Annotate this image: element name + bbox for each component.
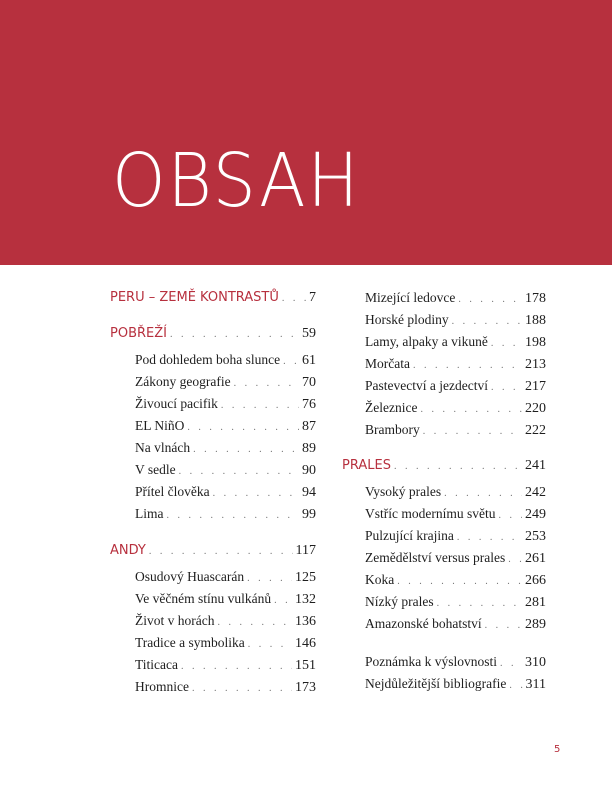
leader-dots <box>170 324 299 346</box>
entry-title: Zákony geografie <box>135 374 231 389</box>
leader-dots <box>193 439 299 461</box>
page-ref: 76 <box>302 397 316 412</box>
leader-dots <box>283 351 299 373</box>
page-ref: 89 <box>302 441 316 456</box>
header-banner <box>0 0 612 265</box>
entry-title: Pulzující krajina <box>365 528 454 543</box>
page-ref: 178 <box>525 291 546 306</box>
toc-entry[interactable] <box>340 503 546 525</box>
toc-entry[interactable] <box>110 676 316 698</box>
page-ref: 70 <box>302 375 316 390</box>
leader-dots <box>420 399 522 421</box>
toc-entry[interactable] <box>340 419 546 441</box>
entry-title: Lamy, alpaky a vikuně <box>365 334 488 349</box>
section-title: POBŘEŽÍ <box>110 326 167 341</box>
toc-entry[interactable] <box>110 503 316 525</box>
leader-dots <box>452 311 522 333</box>
toc-entry[interactable] <box>110 632 316 654</box>
toc-section-prales[interactable] <box>340 455 546 477</box>
page-ref: 136 <box>295 614 316 629</box>
leader-dots <box>437 593 522 615</box>
toc-entry[interactable] <box>110 437 316 459</box>
page-ref: 253 <box>525 529 546 544</box>
page-ref: 310 <box>525 655 546 670</box>
leader-dots <box>397 571 522 593</box>
page-ref: 266 <box>525 573 546 588</box>
entry-title: Ve věčném stínu vulkánů <box>135 591 272 606</box>
leader-dots <box>187 417 299 439</box>
page-ref: 99 <box>302 507 316 522</box>
page-ref: 151 <box>295 658 316 673</box>
page-ref: 173 <box>295 680 316 695</box>
entry-title: Osudový Huascarán <box>135 569 245 584</box>
page-ref: 249 <box>525 507 546 522</box>
leader-dots <box>458 289 522 311</box>
leader-dots <box>498 505 522 527</box>
page-ref: 188 <box>525 313 546 328</box>
entry-title: Železnice <box>365 400 418 415</box>
leader-dots <box>274 590 292 612</box>
leader-dots <box>282 288 306 310</box>
page-ref: 222 <box>525 423 546 438</box>
page-ref: 146 <box>295 636 316 651</box>
toc-entry[interactable] <box>340 569 546 591</box>
leader-dots <box>181 656 292 678</box>
toc-entry[interactable] <box>340 309 546 331</box>
entry-title: Morčata <box>365 356 410 371</box>
entry-title: Vstříc modernímu světu <box>365 506 496 521</box>
toc-entry[interactable] <box>110 588 316 610</box>
toc-entry[interactable] <box>340 331 546 353</box>
entry-title: Živoucí pacifik <box>135 396 218 411</box>
page-ref: 289 <box>525 617 546 632</box>
leader-dots <box>413 355 522 377</box>
page-ref: 217 <box>525 379 546 394</box>
section-title: ANDY <box>110 543 146 558</box>
entry-title: Na vlnách <box>135 440 191 455</box>
entry-title: Nejdůležitější bibliografie <box>365 676 507 691</box>
leader-dots <box>213 483 299 505</box>
toc-entry[interactable] <box>110 415 316 437</box>
entry-title: Pastevectví a jezdectví <box>365 378 488 393</box>
entry-title: Tradice a symbolika <box>135 635 245 650</box>
entry-title: Hromnice <box>135 679 189 694</box>
leader-dots <box>457 527 522 549</box>
leader-dots <box>491 333 522 355</box>
toc-entry[interactable] <box>340 397 546 419</box>
page-ref: 261 <box>525 551 546 566</box>
entry-title: Horské plodiny <box>365 312 449 327</box>
page-number: 5 <box>554 744 561 755</box>
leader-dots <box>423 421 522 443</box>
page-ref: 242 <box>525 485 546 500</box>
leader-dots <box>179 461 299 483</box>
toc-entry[interactable] <box>340 525 546 547</box>
leader-dots <box>508 549 522 571</box>
toc-entry[interactable] <box>110 566 316 588</box>
entry-title: Titicaca <box>135 657 178 672</box>
entry-title: Přítel člověka <box>135 484 210 499</box>
leader-dots <box>444 483 522 505</box>
page-ref: 220 <box>525 401 546 416</box>
page-ref: 241 <box>525 458 546 473</box>
toc-entry[interactable] <box>110 349 316 371</box>
entry-title: Poznámka k výslovnosti <box>365 654 497 669</box>
section-title: PERU – ZEMĚ KONTRASTŮ <box>110 290 279 305</box>
entry-title: Mizející ledovce <box>365 290 456 305</box>
entry-title: Nízký prales <box>365 594 434 609</box>
toc-section-andy[interactable] <box>110 540 316 562</box>
toc-entry[interactable] <box>340 481 546 503</box>
leader-dots <box>509 675 522 697</box>
toc-entry[interactable] <box>340 651 546 673</box>
toc-entry[interactable] <box>340 353 546 375</box>
page-ref: 125 <box>295 570 316 585</box>
toc-section-pobrezi[interactable] <box>110 323 316 345</box>
toc-entry[interactable] <box>340 375 546 397</box>
toc-entry[interactable] <box>110 610 316 632</box>
page-ref: 281 <box>525 595 546 610</box>
toc-entry[interactable] <box>340 591 546 613</box>
page-ref: 90 <box>302 463 316 478</box>
page-ref: 94 <box>302 485 316 500</box>
page-ref: 213 <box>525 357 546 372</box>
leader-dots <box>167 505 300 527</box>
entry-title: Zemědělství versus prales <box>365 550 506 565</box>
leader-dots <box>192 678 292 700</box>
page-ref: 7 <box>309 290 316 305</box>
toc-column-left <box>110 287 316 698</box>
page-ref: 311 <box>525 677 546 692</box>
page-ref: 59 <box>302 326 316 341</box>
toc-entry[interactable] <box>340 613 546 635</box>
page-ref: 61 <box>302 353 316 368</box>
leader-dots <box>221 395 299 417</box>
toc-entry[interactable] <box>340 673 546 695</box>
entry-title: Lima <box>135 506 164 521</box>
page-ref: 132 <box>295 592 316 607</box>
toc-column-right <box>340 287 546 695</box>
leader-dots <box>394 456 522 478</box>
leader-dots <box>248 634 292 656</box>
toc-entry[interactable] <box>110 654 316 676</box>
toc-entry[interactable] <box>340 547 546 569</box>
section-title: PRALES <box>342 458 391 473</box>
leader-dots <box>247 568 292 590</box>
toc-entry[interactable] <box>110 481 316 503</box>
page-ref: 198 <box>525 335 546 350</box>
entry-title: Vysoký prales <box>365 484 442 499</box>
page-title: OBSAH <box>112 138 361 224</box>
entry-title: EL NiñO <box>135 418 185 433</box>
page-ref: 117 <box>295 543 316 558</box>
toc-entry[interactable] <box>110 459 316 481</box>
toc-entry[interactable] <box>340 287 546 309</box>
entry-title: Koka <box>365 572 395 587</box>
toc-section-peru[interactable] <box>110 287 316 309</box>
leader-dots <box>234 373 299 395</box>
entry-title: V sedle <box>135 462 176 477</box>
entry-title: Život v horách <box>135 613 215 628</box>
leader-dots <box>149 541 293 563</box>
leader-dots <box>500 653 522 675</box>
toc-entry[interactable] <box>110 393 316 415</box>
page-ref: 87 <box>302 419 316 434</box>
toc-entry[interactable] <box>110 371 316 393</box>
entry-title: Pod dohledem boha slunce <box>135 352 281 367</box>
leader-dots <box>491 377 522 399</box>
entry-title: Brambory <box>365 422 420 437</box>
leader-dots <box>217 612 292 634</box>
entry-title: Amazonské bohatství <box>365 616 482 631</box>
leader-dots <box>485 615 522 637</box>
